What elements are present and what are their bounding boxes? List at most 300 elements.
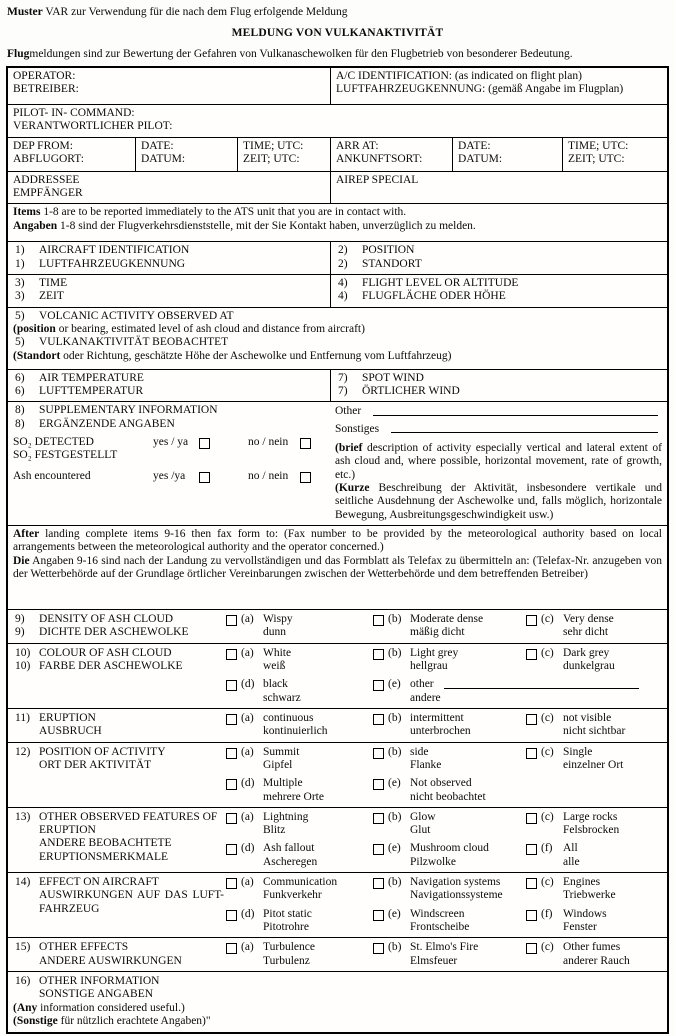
row-item-14 — [8, 872, 667, 937]
supp-desc-en-rest: description of activity especially vertical and lateral extent of ash cloud and, where possible, horizontal movement, rate of growth, etc.) — [335, 441, 662, 481]
item-5-note-en-rest: or bearing, estimated level of ash cloud and distance from aircraft) — [55, 322, 365, 335]
option-12c-en: Single — [563, 745, 593, 758]
option-13f-en: All — [563, 842, 578, 855]
item-1-num: 1) — [15, 244, 25, 257]
arr-time-label-en: TIME; UTC: — [568, 139, 629, 152]
arr-time-label-de: ZEIT; UTC: — [568, 152, 625, 165]
item-14-label-de-1: AUSWIRKUNGEN AUF DAS LUFT- — [39, 889, 224, 902]
sonstiges-field-blank[interactable] — [391, 423, 658, 433]
item-9-label-en: DENSITY OF ASH CLOUD — [39, 612, 174, 625]
option-12e-de: nicht beobachtet — [410, 790, 486, 803]
option-11c-de: nicht sichtbar — [563, 725, 626, 738]
option-15b-en: St. Elmo's Fire — [410, 941, 479, 954]
dep-time-label-de: ZEIT; UTC: — [243, 152, 300, 165]
items-note-de-rest: 1-8 sind der Flugverkehrsdienststelle, mit der Sie Kontakt haben, unverzüglich zu melden. — [57, 219, 476, 232]
item-8-left-cell — [8, 402, 330, 525]
item-5-note-en — [13, 323, 662, 336]
option-9a-en: Wispy — [263, 612, 293, 625]
so2-detected-label: SO₂ DETECTED — [13, 435, 94, 448]
checkbox-13c[interactable] — [526, 813, 537, 824]
checkbox-13e[interactable] — [373, 844, 384, 855]
checkbox-11c[interactable] — [526, 714, 537, 725]
item-8-num-de: 8) — [15, 417, 25, 430]
row-item-6-7 — [8, 369, 667, 402]
option-9b-en: Moderate dense — [410, 612, 484, 625]
item-13-num: 13) — [15, 810, 31, 823]
row-item-10 — [8, 643, 667, 708]
option-14d-letter: (d) — [241, 907, 255, 920]
option-10c — [526, 647, 663, 674]
item-3-num: 3) — [15, 276, 25, 289]
option-10d — [226, 678, 373, 705]
option-9a-de: dunn — [263, 626, 286, 639]
option-13a-en: Lightning — [263, 810, 309, 823]
checkbox-13d[interactable] — [226, 844, 237, 855]
items-note-en-rest: 1-8 are to be reported immediately to the ATS unit that you are in contact with. — [40, 206, 407, 219]
item-13-label-de-2: ERUPTIONSMERKMALE — [39, 850, 169, 863]
option-13d-en: Ash fallout — [263, 842, 315, 855]
option-10e — [373, 678, 663, 705]
var-form-table — [6, 66, 669, 1034]
fax-note-en — [13, 528, 662, 555]
item-2-label-en: POSITION — [362, 244, 415, 257]
row-item-16 — [8, 971, 667, 1032]
ash-no-checkbox[interactable] — [300, 472, 311, 483]
option-12d-letter: (d) — [241, 777, 255, 790]
item-12-options — [226, 743, 667, 807]
option-13c-letter: (c) — [541, 810, 554, 823]
item-6-label-en: AIR TEMPERATURE — [39, 371, 144, 384]
option-12d-de: mehrere Orte — [263, 790, 324, 803]
option-11b — [373, 712, 526, 739]
option-14f-letter: (f) — [541, 907, 553, 920]
operator-cell[interactable] — [8, 68, 330, 104]
item-14-label-en: EFFECT ON AIRCRAFT — [39, 876, 159, 889]
option-13f-de: alle — [563, 855, 580, 868]
option-14c-letter: (c) — [541, 876, 554, 889]
item-9-label — [8, 610, 226, 643]
item-15-options — [226, 938, 667, 971]
option-13a-letter: (a) — [241, 810, 254, 823]
fax-note-cell — [8, 526, 667, 609]
item-10-options — [226, 644, 667, 708]
option-9c — [526, 613, 663, 640]
airep-special-cell[interactable] — [330, 172, 667, 204]
addressee-label-de: EMPFÄNGER — [13, 186, 83, 199]
option-10c-de: dunkelgrau — [563, 659, 615, 672]
item-5-label-de: VULKANAKTIVITÄT BEOBACHTET — [39, 336, 229, 349]
item-11-label-de: AUSBRUCH — [39, 725, 102, 738]
option-12e-letter: (e) — [388, 777, 401, 790]
item-9-num: 9) — [15, 612, 25, 625]
row-fax-note — [8, 525, 667, 609]
option-14c-de: Triebwerke — [563, 889, 616, 902]
page-title: MELDUNG VON VULKANAKTIVITÄT — [231, 27, 444, 40]
item-15-label-de: ANDERE AUSWIRKUNGEN — [39, 954, 182, 967]
checkbox-14b[interactable] — [373, 878, 384, 889]
item-6-label-de: LUFTTEMPERATUR — [39, 384, 144, 397]
row-item-12 — [8, 742, 667, 807]
option-14f — [526, 908, 663, 935]
item-16-label-de: SONSTIGE ANGABEN — [39, 988, 154, 1001]
checkbox-13a[interactable] — [226, 813, 237, 824]
arr-at-label-de: ANKUNFTSORT: — [336, 152, 423, 165]
row-items-note — [8, 203, 667, 241]
item-2-num-de: 2) — [338, 257, 348, 270]
option-11a-en: continuous — [263, 711, 314, 724]
option-14a-en: Communication — [263, 876, 338, 889]
option-15b-de: Elmsfeuer — [410, 954, 458, 967]
item-7-label-de: ÖRTLICHER WIND — [362, 384, 460, 397]
checkbox-10c[interactable] — [526, 649, 537, 660]
fax-note-en-bold: After — [13, 527, 40, 540]
checkbox-15b[interactable] — [373, 943, 384, 954]
item-13-label-en-1: OTHER OBSERVED FEATURES OF — [39, 810, 218, 823]
item-5-num-de: 5) — [15, 336, 25, 349]
option-14b-letter: (b) — [388, 876, 402, 889]
checkbox-14f[interactable] — [526, 910, 537, 921]
checkbox-12c[interactable] — [526, 748, 537, 759]
supp-desc-de-bold: (Kurze — [335, 481, 370, 494]
option-11a — [226, 712, 373, 739]
option-10b-letter: (b) — [388, 646, 402, 659]
option-14d — [226, 908, 373, 935]
ac-identification-cell[interactable] — [330, 68, 667, 104]
option-12c-de: einzelner Ort — [563, 758, 624, 771]
arr-date-cell[interactable] — [452, 138, 562, 171]
option-11b-de: unterbrochen — [410, 725, 471, 738]
addressee-cell[interactable] — [8, 172, 330, 204]
item-16-cell[interactable] — [8, 972, 667, 1032]
item-4-cell[interactable] — [330, 275, 667, 307]
option-15a-letter: (a) — [241, 941, 254, 954]
sonstiges-field-label: Sonstiges — [335, 422, 380, 435]
option-12a-en: Summit — [263, 745, 300, 758]
item-5-note-de-rest: oder Richtung, geschätzte Höhe der Aschewolke und Entfernung vom Luftfahrzeug) — [60, 349, 452, 362]
row-item-11 — [8, 708, 667, 742]
option-12b-de: Flanke — [410, 758, 442, 771]
item-5-label-en: VOLCANIC ACTIVITY OBSERVED AT — [39, 309, 234, 322]
option-14f-en: Windows — [563, 907, 607, 920]
checkbox-11a[interactable] — [226, 714, 237, 725]
option-13c-en: Large rocks — [563, 810, 618, 823]
item-10-label — [8, 644, 226, 708]
option-13a — [226, 811, 373, 838]
item-14-options — [226, 873, 667, 937]
option-10a-de: weiß — [263, 659, 286, 672]
checkbox-9b[interactable] — [373, 615, 384, 626]
checkbox-15a[interactable] — [226, 943, 237, 954]
dep-from-label-en: DEP FROM: — [13, 139, 73, 152]
item-1-label-de: LUFTFAHRZEUGKENNUNG — [39, 257, 186, 270]
arr-time-cell[interactable] — [562, 138, 667, 171]
option-15c-letter: (c) — [541, 941, 554, 954]
item-13-options — [226, 808, 667, 872]
option-10d-letter: (d) — [241, 678, 255, 691]
ash-yes-label: yes /ya — [153, 469, 186, 482]
airep-special-label: AIREP SPECIAL — [336, 173, 419, 186]
supp-desc-en — [335, 442, 662, 482]
option-14f-de: Fenster — [563, 921, 597, 934]
row-item-15 — [8, 937, 667, 971]
item-2-cell[interactable] — [330, 242, 667, 274]
option-9b — [373, 613, 526, 640]
option-13d-de: Ascheregen — [263, 855, 318, 868]
item-7-num: 7) — [338, 371, 348, 384]
item-16-note-de — [13, 1015, 662, 1028]
option-13e — [373, 842, 526, 869]
item-4-num-de: 4) — [338, 290, 348, 303]
item-7-label-en: SPOT WIND — [362, 371, 424, 384]
so2-yes-checkbox[interactable] — [199, 438, 210, 449]
option-13b-letter: (b) — [388, 810, 402, 823]
item-8-label-en: SUPPLEMENTARY INFORMATION — [39, 404, 218, 417]
option-10e-en: other — [410, 678, 434, 691]
item-5-cell[interactable] — [8, 308, 667, 369]
option-13a-de: Blitz — [263, 824, 286, 837]
option-13c-de: Felsbrocken — [563, 824, 620, 837]
items-note-cell — [8, 204, 667, 241]
option-15a — [226, 941, 373, 968]
option-11b-en: intermittent — [410, 711, 464, 724]
option-10e-de: andere — [410, 691, 441, 704]
item-11-num: 11) — [15, 711, 30, 724]
item-10-num: 10) — [15, 646, 31, 659]
option-14b-de: Navigationssysteme — [410, 889, 503, 902]
option-12a-letter: (a) — [241, 745, 254, 758]
item-16-note-en-rest: information considered useful.) — [37, 1001, 185, 1014]
row-item-1-2 — [8, 241, 667, 274]
option-13d — [226, 842, 373, 869]
item-2-label-de: STANDORT — [362, 257, 422, 270]
pilot-cell[interactable] — [8, 105, 667, 137]
form-subtitle-line — [7, 48, 669, 61]
item-1-label-en: AIRCRAFT IDENTIFICATION — [39, 244, 190, 257]
option-11a-letter: (a) — [241, 711, 254, 724]
item-3-label-en: TIME — [39, 276, 68, 289]
item-16-note-en-bold: (Any — [13, 1001, 38, 1014]
so2-detected-row — [13, 436, 325, 449]
option-13e-de: Pilzwolke — [410, 855, 456, 868]
row-operator — [8, 68, 667, 104]
item-1-num-de: 1) — [15, 257, 25, 270]
option-10d-en: black — [263, 678, 288, 691]
item-4-label-en: FLIGHT LEVEL OR ALTITUDE — [362, 276, 519, 289]
checkbox-12b[interactable] — [373, 748, 384, 759]
option-13f-letter: (f) — [541, 842, 553, 855]
sonstiges-field-row — [335, 423, 662, 436]
dep-from-cell[interactable] — [8, 138, 135, 171]
item-7-num-de: 7) — [338, 384, 348, 397]
checkbox-14a[interactable] — [226, 878, 237, 889]
item-10-label-en: COLOUR OF ASH CLOUD — [39, 646, 172, 659]
option-13b-en: Glow — [410, 810, 436, 823]
item-14-label — [8, 873, 226, 937]
checkbox-14e[interactable] — [373, 910, 384, 921]
option-12c-letter: (c) — [541, 745, 554, 758]
option-11c-en: not visible — [563, 711, 612, 724]
item-3-num-de: 3) — [15, 290, 25, 303]
item-15-label-en: OTHER EFFECTS — [39, 941, 129, 954]
checkbox-12d[interactable] — [226, 779, 237, 790]
option-15a-en: Turbulence — [263, 941, 315, 954]
ash-no-label: no / nein — [248, 469, 289, 482]
item-9-options — [226, 610, 667, 643]
checkbox-10e[interactable] — [373, 680, 384, 691]
row-item-9 — [8, 609, 667, 643]
option-10c-letter: (c) — [541, 646, 554, 659]
checkbox-10d[interactable] — [226, 680, 237, 691]
item-16-note-de-rest: für nützlich erachtete Angaben)" — [57, 1015, 211, 1028]
item-4-label-de: FLUGFLÄCHE ODER HÖHE — [362, 290, 506, 303]
item-5-note-de-bold: (Standort — [13, 349, 61, 362]
other-field-row — [335, 405, 662, 418]
row-item-13 — [8, 807, 667, 872]
checkbox-9a[interactable] — [226, 615, 237, 626]
option-9c-en: Very dense — [563, 612, 614, 625]
row-item-8 — [8, 401, 667, 525]
checkbox-14c[interactable] — [526, 878, 537, 889]
option-13b — [373, 811, 526, 838]
dep-date-cell[interactable] — [135, 138, 237, 171]
option-15c-en: Other fumes — [563, 941, 621, 954]
item-1-cell[interactable] — [8, 242, 330, 274]
ash-encountered-row — [13, 470, 325, 483]
row-dep-arr — [8, 137, 667, 171]
operator-label-de: BETREIBER: — [13, 83, 79, 96]
items-note-de-bold: Angaben — [13, 219, 58, 232]
items-note-de — [13, 220, 662, 233]
other-field-blank[interactable] — [373, 405, 658, 415]
item-15-num: 15) — [15, 941, 31, 954]
option-12a — [226, 746, 373, 773]
pilot-label-de: VERANTWORTLICHER PILOT: — [13, 120, 173, 133]
checkbox-12e[interactable] — [373, 779, 384, 790]
checkbox-13f[interactable] — [526, 844, 537, 855]
option-13e-en: Mushroom cloud — [410, 842, 489, 855]
items-note-en — [13, 206, 662, 219]
option-10a — [226, 647, 373, 674]
checkbox-14d[interactable] — [226, 910, 237, 921]
item-15-label — [8, 938, 226, 971]
option-14b-en: Navigation systems — [410, 876, 501, 889]
option-9c-de: sehr dicht — [563, 626, 609, 639]
item-11-label — [8, 709, 226, 742]
option-14a-letter: (a) — [241, 876, 254, 889]
option-13f — [526, 842, 663, 869]
checkbox-11b[interactable] — [373, 714, 384, 725]
option-14e-en: Windscreen — [410, 907, 465, 920]
so2-no-checkbox[interactable] — [300, 438, 311, 449]
checkbox-13b[interactable] — [373, 813, 384, 824]
option-14a-de: Funkverkehr — [263, 889, 322, 902]
arr-at-cell[interactable] — [330, 138, 452, 171]
option-15c — [526, 941, 663, 968]
item-6-num-de: 6) — [15, 384, 25, 397]
ash-yes-checkbox[interactable] — [199, 472, 210, 483]
so2-detected-label-de: SO₂ FESTGESTELLT — [13, 449, 118, 462]
option-11c — [526, 712, 663, 739]
item-16-label-en: OTHER INFORMATION — [39, 975, 160, 988]
fax-note-de — [13, 555, 662, 582]
option-10d-de: schwarz — [263, 691, 301, 704]
supp-desc-de — [335, 482, 662, 522]
ash-encountered-label: Ash encountered — [13, 469, 91, 482]
item-16-num: 16) — [15, 975, 31, 988]
intro-bold: Muster — [7, 6, 43, 18]
option-12b-en: side — [410, 745, 429, 758]
row-addressee — [8, 171, 667, 204]
dep-date-label-de: DATUM: — [141, 152, 186, 165]
item-12-label-en: POSITION OF ACTIVITY — [39, 745, 166, 758]
option-14c — [526, 876, 663, 903]
item-16-note-de-bold: (Sonstige — [13, 1015, 58, 1028]
option-14e — [373, 908, 526, 935]
dep-from-label-de: ABFLUGORT: — [13, 152, 84, 165]
item-3-cell[interactable] — [8, 275, 330, 307]
option-12b — [373, 746, 526, 773]
option-15b-letter: (b) — [388, 941, 402, 954]
item-12-num: 12) — [15, 745, 31, 758]
dep-date-label-en: DATE: — [141, 139, 174, 152]
option-10c-en: Dark grey — [563, 646, 610, 659]
checkbox-10b[interactable] — [373, 649, 384, 660]
option-10a-en: White — [263, 646, 292, 659]
item-8-right-cell — [330, 402, 667, 525]
option-12d — [226, 777, 373, 804]
item-11-label-en: ERUPTION — [39, 711, 96, 724]
option-15c-de: anderer Rauch — [563, 954, 630, 967]
item-11-options — [226, 709, 667, 742]
item-9-label-de: DICHTE DER ASCHEWOLKE — [39, 626, 189, 639]
colour-other-blank[interactable] — [444, 678, 639, 688]
option-12b-letter: (b) — [388, 745, 402, 758]
item-9-num-de: 9) — [15, 626, 25, 639]
option-15a-de: Turbulenz — [263, 954, 310, 967]
item-5-note-en-bold: (position — [13, 322, 56, 335]
checkbox-9c[interactable] — [526, 615, 537, 626]
item-4-num: 4) — [338, 276, 348, 289]
form-intro-line — [7, 6, 669, 19]
item-6-cell[interactable] — [8, 370, 330, 402]
item-10-label-de: FARBE DER ASCHEWOLKE — [39, 659, 183, 672]
arr-date-label-en: DATE: — [458, 139, 491, 152]
item-14-num: 14) — [15, 876, 31, 889]
option-14a — [226, 876, 373, 903]
option-9c-letter: (c) — [541, 612, 554, 625]
item-6-num: 6) — [15, 371, 25, 384]
ac-identification-label-en: A/C IDENTIFICATION: (as indicated on flight plan) — [336, 69, 582, 82]
option-14c-en: Engines — [563, 876, 601, 889]
item-7-cell[interactable] — [330, 370, 667, 402]
checkbox-15c[interactable] — [526, 943, 537, 954]
option-11a-de: kontinuierlich — [263, 725, 328, 738]
item-5-num: 5) — [15, 309, 25, 322]
items-note-en-bold: Items — [13, 206, 41, 219]
row-item-3-4 — [8, 274, 667, 307]
option-11c-letter: (c) — [541, 711, 554, 724]
arr-date-label-de: DATUM: — [458, 152, 503, 165]
checkbox-12a[interactable] — [226, 748, 237, 759]
dep-time-cell[interactable] — [237, 138, 330, 171]
pilot-label-en: PILOT- IN- COMMAND: — [13, 106, 135, 119]
subtitle-rest: meldungen sind zur Bewertung der Gefahren von Vulkanaschewolken für den Flugbetrieb von besonderer Bedeutung. — [29, 47, 573, 60]
operator-label-en: OPERATOR: — [13, 69, 76, 82]
fax-note-de-rest: Angaben 9-16 sind nach der Landung zu vervollständigen und das Formblatt als Telefax zu übermitteln an: (Telefax-Nr. anzugeben von der Wetterbehörde auf der Grundlage örtlicher Vereinbarungen zwischen der Wetterbehörde und dem betreffenden Betreiber) — [13, 554, 662, 580]
fax-note-de-bold: Die — [13, 554, 30, 567]
checkbox-10a[interactable] — [226, 649, 237, 660]
option-9b-letter: (b) — [388, 612, 402, 625]
